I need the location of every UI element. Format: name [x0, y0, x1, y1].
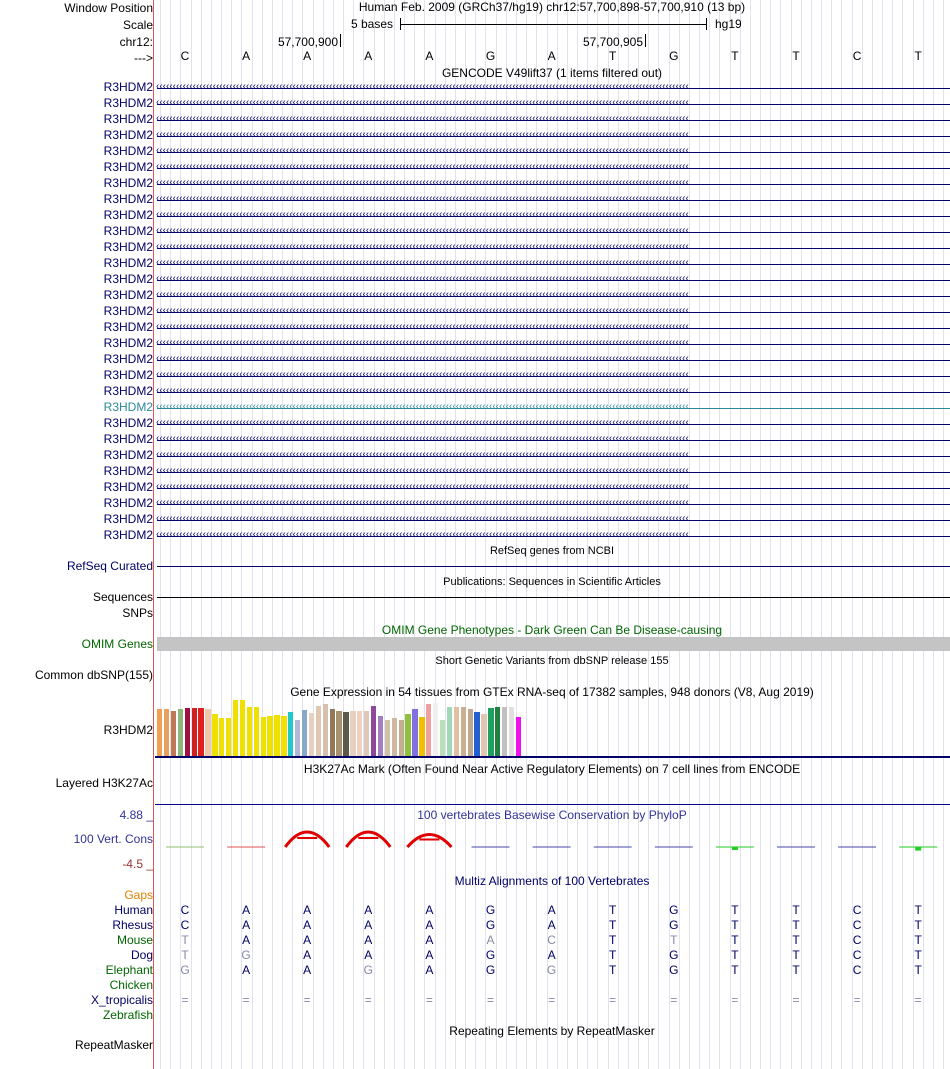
gtex-tissue-bar[interactable] — [405, 714, 410, 756]
gaps-label: Gaps — [124, 888, 153, 902]
multiz-base: A — [547, 948, 556, 962]
multiz-base: C — [852, 918, 862, 932]
h3k27ac-baseline — [155, 804, 950, 805]
gencode-strand-arrows: ‹‹‹‹‹‹‹‹‹‹‹‹‹‹‹‹‹‹‹‹‹‹‹‹‹‹‹‹‹‹‹‹‹‹‹‹‹‹‹‹‹‹‹‹‹‹‹‹‹‹‹‹‹‹‹‹‹‹‹‹‹‹‹‹‹‹‹‹‹‹‹‹‹‹‹‹‹‹‹‹‹‹‹‹‹‹‹‹‹‹‹‹‹‹‹‹‹‹‹‹‹‹‹‹‹‹‹‹‹‹‹‹‹‹‹‹‹‹‹‹‹‹‹‹‹‹‹‹‹‹‹‹‹‹‹‹‹‹‹‹‹‹‹‹‹‹‹‹‹‹‹‹‹‹‹‹‹‹‹‹ — [156, 433, 689, 444]
multiz-base: A — [303, 963, 312, 977]
gencode-transcript-label[interactable]: R3HDM2 — [103, 336, 153, 350]
multiz-base: = — [609, 993, 617, 1007]
gtex-tissue-bar[interactable] — [516, 717, 521, 756]
multiz-base: A — [425, 948, 434, 962]
base-letter: T — [914, 49, 922, 63]
gencode-transcript-label[interactable]: R3HDM2 — [103, 160, 153, 174]
gencode-transcript-label[interactable]: R3HDM2 — [103, 96, 153, 110]
multiz-base: T — [914, 903, 922, 917]
gtex-tissue-bar[interactable] — [509, 707, 514, 756]
tick-mark-1 — [340, 34, 341, 47]
multiz-base: A — [425, 903, 434, 917]
multiz-base: C — [852, 963, 862, 977]
refseq-title[interactable]: RefSeq genes from NCBI — [489, 545, 615, 557]
gtex-tissue-bar[interactable] — [323, 704, 328, 756]
multiz-base: A — [547, 903, 556, 917]
gtex-tissue-bar[interactable] — [412, 709, 417, 756]
base-letter: T — [731, 49, 739, 63]
gtex-tissue-bar[interactable] — [481, 714, 486, 756]
snps-label[interactable]: SNPs — [122, 606, 153, 620]
multiz-base: A — [364, 948, 373, 962]
base-letter: A — [425, 49, 434, 63]
gencode-transcript-label[interactable]: R3HDM2 — [103, 176, 153, 190]
multiz-species-label[interactable]: Zebrafish — [102, 1008, 153, 1022]
gtex-tissue-bar[interactable] — [274, 715, 279, 756]
refseq-line[interactable] — [157, 566, 950, 567]
gencode-strand-arrows: ‹‹‹‹‹‹‹‹‹‹‹‹‹‹‹‹‹‹‹‹‹‹‹‹‹‹‹‹‹‹‹‹‹‹‹‹‹‹‹‹‹‹‹‹‹‹‹‹‹‹‹‹‹‹‹‹‹‹‹‹‹‹‹‹‹‹‹‹‹‹‹‹‹‹‹‹‹‹‹‹‹‹‹‹‹‹‹‹‹‹‹‹‹‹‹‹‹‹‹‹‹‹‹‹‹‹‹‹‹‹‹‹‹‹‹‹‹‹‹‹‹‹‹‹‹‹‹‹‹‹‹‹‹‹‹‹‹‹‹‹‹‹‹‹‹‹‹‹‹‹‹‹‹‹‹‹‹‹‹‹ — [156, 369, 689, 380]
gencode-strand-arrows: ‹‹‹‹‹‹‹‹‹‹‹‹‹‹‹‹‹‹‹‹‹‹‹‹‹‹‹‹‹‹‹‹‹‹‹‹‹‹‹‹‹‹‹‹‹‹‹‹‹‹‹‹‹‹‹‹‹‹‹‹‹‹‹‹‹‹‹‹‹‹‹‹‹‹‹‹‹‹‹‹‹‹‹‹‹‹‹‹‹‹‹‹‹‹‹‹‹‹‹‹‹‹‹‹‹‹‹‹‹‹‹‹‹‹‹‹‹‹‹‹‹‹‹‹‹‹‹‹‹‹‹‹‹‹‹‹‹‹‹‹‹‹‹‹‹‹‹‹‹‹‹‹‹‹‹‹‹‹‹‹ — [156, 481, 689, 492]
base-letter: C — [180, 49, 190, 63]
gencode-transcript-label[interactable]: R3HDM2 — [103, 112, 153, 126]
gencode-transcript-label[interactable]: R3HDM2 — [103, 496, 153, 510]
strand-label: ---> — [134, 51, 153, 65]
scale-text: 5 bases — [351, 17, 394, 31]
gencode-strand-arrows: ‹‹‹‹‹‹‹‹‹‹‹‹‹‹‹‹‹‹‹‹‹‹‹‹‹‹‹‹‹‹‹‹‹‹‹‹‹‹‹‹‹‹‹‹‹‹‹‹‹‹‹‹‹‹‹‹‹‹‹‹‹‹‹‹‹‹‹‹‹‹‹‹‹‹‹‹‹‹‹‹‹‹‹‹‹‹‹‹‹‹‹‹‹‹‹‹‹‹‹‹‹‹‹‹‹‹‹‹‹‹‹‹‹‹‹‹‹‹‹‹‹‹‹‹‹‹‹‹‹‹‹‹‹‹‹‹‹‹‹‹‹‹‹‹‹‹‹‹‹‹‹‹‹‹‹‹‹‹‹‹ — [156, 417, 689, 428]
gtex-tissue-bar[interactable] — [316, 706, 321, 756]
gtex-tissue-bar[interactable] — [198, 708, 203, 756]
scale-bar-right — [706, 18, 707, 30]
multiz-base: = — [181, 993, 189, 1007]
gencode-transcript-label[interactable]: R3HDM2 — [103, 528, 153, 542]
gtex-tissue-bar[interactable] — [392, 718, 397, 756]
multiz-base: C — [852, 948, 862, 962]
gtex-tissue-bar[interactable] — [336, 711, 341, 756]
gencode-strand-arrows: ‹‹‹‹‹‹‹‹‹‹‹‹‹‹‹‹‹‹‹‹‹‹‹‹‹‹‹‹‹‹‹‹‹‹‹‹‹‹‹‹‹‹‹‹‹‹‹‹‹‹‹‹‹‹‹‹‹‹‹‹‹‹‹‹‹‹‹‹‹‹‹‹‹‹‹‹‹‹‹‹‹‹‹‹‹‹‹‹‹‹‹‹‹‹‹‹‹‹‹‹‹‹‹‹‹‹‹‹‹‹‹‹‹‹‹‹‹‹‹‹‹‹‹‹‹‹‹‹‹‹‹‹‹‹‹‹‹‹‹‹‹‹‹‹‹‹‹‹‹‹‹‹‹‹‹‹‹‹‹‹ — [156, 241, 689, 252]
gtex-tissue-bar[interactable] — [495, 707, 500, 756]
multiz-base: T — [609, 903, 617, 917]
gencode-strand-arrows: ‹‹‹‹‹‹‹‹‹‹‹‹‹‹‹‹‹‹‹‹‹‹‹‹‹‹‹‹‹‹‹‹‹‹‹‹‹‹‹‹‹‹‹‹‹‹‹‹‹‹‹‹‹‹‹‹‹‹‹‹‹‹‹‹‹‹‹‹‹‹‹‹‹‹‹‹‹‹‹‹‹‹‹‹‹‹‹‹‹‹‹‹‹‹‹‹‹‹‹‹‹‹‹‹‹‹‹‹‹‹‹‹‹‹‹‹‹‹‹‹‹‹‹‹‹‹‹‹‹‹‹‹‹‹‹‹‹‹‹‹‹‹‹‹‹‹‹‹‹‹‹‹‹‹‹‹‹‹‹‹ — [156, 113, 689, 124]
multiz-base: = — [486, 993, 495, 1007]
gencode-strand-arrows: ‹‹‹‹‹‹‹‹‹‹‹‹‹‹‹‹‹‹‹‹‹‹‹‹‹‹‹‹‹‹‹‹‹‹‹‹‹‹‹‹‹‹‹‹‹‹‹‹‹‹‹‹‹‹‹‹‹‹‹‹‹‹‹‹‹‹‹‹‹‹‹‹‹‹‹‹‹‹‹‹‹‹‹‹‹‹‹‹‹‹‹‹‹‹‹‹‹‹‹‹‹‹‹‹‹‹‹‹‹‹‹‹‹‹‹‹‹‹‹‹‹‹‹‹‹‹‹‹‹‹‹‹‹‹‹‹‹‹‹‹‹‹‹‹‹‹‹‹‹‹‹‹‹‹‹‹‹‹‹‹ — [156, 465, 689, 476]
multiz-base: T — [792, 948, 800, 962]
gtex-tissue-bar[interactable] — [468, 709, 473, 756]
multiz-title[interactable]: Multiz Alignments of 100 Vertebrates — [454, 874, 650, 888]
omim-title[interactable]: OMIM Gene Phenotypes - Dark Green Can Be Disease-causing — [381, 623, 723, 637]
multiz-base: T — [181, 948, 189, 962]
gencode-strand-arrows: ‹‹‹‹‹‹‹‹‹‹‹‹‹‹‹‹‹‹‹‹‹‹‹‹‹‹‹‹‹‹‹‹‹‹‹‹‹‹‹‹‹‹‹‹‹‹‹‹‹‹‹‹‹‹‹‹‹‹‹‹‹‹‹‹‹‹‹‹‹‹‹‹‹‹‹‹‹‹‹‹‹‹‹‹‹‹‹‹‹‹‹‹‹‹‹‹‹‹‹‹‹‹‹‹‹‹‹‹‹‹‹‹‹‹‹‹‹‹‹‹‹‹‹‹‹‹‹‹‹‹‹‹‹‹‹‹‹‹‹‹‹‹‹‹‹‹‹‹‹‹‹‹‹‹‹‹‹‹‹‹ — [156, 225, 689, 236]
multiz-base: T — [792, 963, 800, 977]
multiz-base: G — [669, 963, 679, 977]
gtex-tissue-bar[interactable] — [295, 720, 300, 756]
multiz-species-label[interactable]: Dog — [130, 948, 153, 962]
gencode-strand-arrows: ‹‹‹‹‹‹‹‹‹‹‹‹‹‹‹‹‹‹‹‹‹‹‹‹‹‹‹‹‹‹‹‹‹‹‹‹‹‹‹‹‹‹‹‹‹‹‹‹‹‹‹‹‹‹‹‹‹‹‹‹‹‹‹‹‹‹‹‹‹‹‹‹‹‹‹‹‹‹‹‹‹‹‹‹‹‹‹‹‹‹‹‹‹‹‹‹‹‹‹‹‹‹‹‹‹‹‹‹‹‹‹‹‹‹‹‹‹‹‹‹‹‹‹‹‹‹‹‹‹‹‹‹‹‹‹‹‹‹‹‹‹‹‹‹‹‹‹‹‹‹‹‹‹‹‹‹‹‹‹‹ — [156, 145, 689, 156]
base-letter: G — [669, 49, 679, 63]
gtex-tissue-bar[interactable] — [378, 716, 383, 756]
multiz-base: = — [303, 993, 311, 1007]
position-text: Human Feb. 2009 (GRCh37/hg19) chr12:57,700,898-57,700,910 (13 bp) — [358, 0, 746, 14]
gencode-transcript-label[interactable]: R3HDM2 — [103, 224, 153, 238]
multiz-base: = — [731, 993, 739, 1007]
multiz-base: G — [485, 948, 496, 962]
gtex-tissue-bar[interactable] — [426, 704, 431, 756]
multiz-base: A — [364, 933, 373, 947]
refseq-label[interactable]: RefSeq Curated — [66, 559, 153, 573]
base-letter: A — [242, 49, 251, 63]
multiz-base: A — [303, 948, 312, 962]
multiz-base: C — [180, 903, 190, 917]
h3k27ac-label[interactable]: Layered H3K27Ac — [55, 776, 153, 790]
multiz-base: = — [853, 993, 861, 1007]
gencode-transcript-label[interactable]: R3HDM2 — [103, 320, 153, 334]
multiz-base: A — [242, 903, 251, 917]
publications-label[interactable]: Sequences — [92, 590, 153, 604]
gencode-transcript-label[interactable]: R3HDM2 — [103, 432, 153, 446]
base-letter: A — [547, 49, 556, 63]
gencode-strand-arrows: ‹‹‹‹‹‹‹‹‹‹‹‹‹‹‹‹‹‹‹‹‹‹‹‹‹‹‹‹‹‹‹‹‹‹‹‹‹‹‹‹‹‹‹‹‹‹‹‹‹‹‹‹‹‹‹‹‹‹‹‹‹‹‹‹‹‹‹‹‹‹‹‹‹‹‹‹‹‹‹‹‹‹‹‹‹‹‹‹‹‹‹‹‹‹‹‹‹‹‹‹‹‹‹‹‹‹‹‹‹‹‹‹‹‹‹‹‹‹‹‹‹‹‹‹‹‹‹‹‹‹‹‹‹‹‹‹‹‹‹‹‹‹‹‹‹‹‹‹‹‹‹‹‹‹‹‹‹‹‹‹ — [156, 273, 689, 284]
multiz-base: T — [792, 918, 800, 932]
gtex-tissue-bar[interactable] — [205, 709, 210, 756]
gencode-transcript-label[interactable]: R3HDM2 — [103, 240, 153, 254]
gencode-transcript-label[interactable]: R3HDM2 — [103, 272, 153, 286]
phylop-title[interactable]: 100 vertebrates Basewise Conservation by PhyloP — [417, 808, 687, 822]
gtex-tissue-bar[interactable] — [385, 720, 390, 756]
gtex-tissue-bar[interactable] — [233, 700, 238, 756]
gencode-strand-arrows: ‹‹‹‹‹‹‹‹‹‹‹‹‹‹‹‹‹‹‹‹‹‹‹‹‹‹‹‹‹‹‹‹‹‹‹‹‹‹‹‹‹‹‹‹‹‹‹‹‹‹‹‹‹‹‹‹‹‹‹‹‹‹‹‹‹‹‹‹‹‹‹‹‹‹‹‹‹‹‹‹‹‹‹‹‹‹‹‹‹‹‹‹‹‹‹‹‹‹‹‹‹‹‹‹‹‹‹‹‹‹‹‹‹‹‹‹‹‹‹‹‹‹‹‹‹‹‹‹‹‹‹‹‹‹‹‹‹‹‹‹‹‹‹‹‹‹‹‹‹‹‹‹‹‹‹‹‹‹‹‹ — [156, 353, 689, 364]
gencode-strand-arrows: ‹‹‹‹‹‹‹‹‹‹‹‹‹‹‹‹‹‹‹‹‹‹‹‹‹‹‹‹‹‹‹‹‹‹‹‹‹‹‹‹‹‹‹‹‹‹‹‹‹‹‹‹‹‹‹‹‹‹‹‹‹‹‹‹‹‹‹‹‹‹‹‹‹‹‹‹‹‹‹‹‹‹‹‹‹‹‹‹‹‹‹‹‹‹‹‹‹‹‹‹‹‹‹‹‹‹‹‹‹‹‹‹‹‹‹‹‹‹‹‹‹‹‹‹‹‹‹‹‹‹‹‹‹‹‹‹‹‹‹‹‹‹‹‹‹‹‹‹‹‹‹‹‹‹‹‹‹‹‹‹ — [156, 337, 689, 348]
gtex-tissue-bar[interactable] — [371, 706, 376, 756]
gtex-tissue-bar[interactable] — [357, 711, 362, 756]
gtex-tissue-bar[interactable] — [261, 717, 266, 756]
gtex-tissue-bar[interactable] — [433, 703, 438, 756]
gtex-tissue-bar[interactable] — [461, 707, 466, 756]
label-separator — [153, 0, 154, 1069]
multiz-base: G — [485, 903, 496, 917]
gencode-strand-arrows: ‹‹‹‹‹‹‹‹‹‹‹‹‹‹‹‹‹‹‹‹‹‹‹‹‹‹‹‹‹‹‹‹‹‹‹‹‹‹‹‹‹‹‹‹‹‹‹‹‹‹‹‹‹‹‹‹‹‹‹‹‹‹‹‹‹‹‹‹‹‹‹‹‹‹‹‹‹‹‹‹‹‹‹‹‹‹‹‹‹‹‹‹‹‹‹‹‹‹‹‹‹‹‹‹‹‹‹‹‹‹‹‹‹‹‹‹‹‹‹‹‹‹‹‹‹‹‹‹‹‹‹‹‹‹‹‹‹‹‹‹‹‹‹‹‹‹‹‹‹‹‹‹‹‹‹‹‹‹‹‹ — [156, 385, 689, 396]
gencode-strand-arrows: ‹‹‹‹‹‹‹‹‹‹‹‹‹‹‹‹‹‹‹‹‹‹‹‹‹‹‹‹‹‹‹‹‹‹‹‹‹‹‹‹‹‹‹‹‹‹‹‹‹‹‹‹‹‹‹‹‹‹‹‹‹‹‹‹‹‹‹‹‹‹‹‹‹‹‹‹‹‹‹‹‹‹‹‹‹‹‹‹‹‹‹‹‹‹‹‹‹‹‹‹‹‹‹‹‹‹‹‹‹‹‹‹‹‹‹‹‹‹‹‹‹‹‹‹‹‹‹‹‹‹‹‹‹‹‹‹‹‹‹‹‹‹‹‹‹‹‹‹‹‹‹‹‹‹‹‹‹‹‹‹ — [156, 321, 689, 332]
gencode-transcript-label[interactable]: R3HDM2 — [103, 80, 153, 94]
multiz-base: T — [731, 963, 739, 977]
multiz-base: T — [731, 918, 739, 932]
multiz-base: = — [364, 993, 372, 1007]
gtex-tissue-bar[interactable] — [474, 712, 479, 756]
gtex-tissue-bar[interactable] — [343, 712, 348, 756]
gtex-tissue-bar[interactable] — [164, 709, 169, 756]
phylop-peak — [346, 832, 390, 847]
gencode-transcript-label[interactable]: R3HDM2 — [103, 416, 153, 430]
gencode-transcript-label[interactable]: R3HDM2 — [103, 464, 153, 478]
multiz-species-label[interactable]: Chicken — [109, 978, 153, 992]
gencode-strand-arrows: ‹‹‹‹‹‹‹‹‹‹‹‹‹‹‹‹‹‹‹‹‹‹‹‹‹‹‹‹‹‹‹‹‹‹‹‹‹‹‹‹‹‹‹‹‹‹‹‹‹‹‹‹‹‹‹‹‹‹‹‹‹‹‹‹‹‹‹‹‹‹‹‹‹‹‹‹‹‹‹‹‹‹‹‹‹‹‹‹‹‹‹‹‹‹‹‹‹‹‹‹‹‹‹‹‹‹‹‹‹‹‹‹‹‹‹‹‹‹‹‹‹‹‹‹‹‹‹‹‹‹‹‹‹‹‹‹‹‹‹‹‹‹‹‹‹‹‹‹‹‹‹‹‹‹‹‹‹‹‹‹ — [156, 193, 689, 204]
gtex-tissue-bar[interactable] — [267, 716, 272, 756]
gtex-tissue-bar[interactable] — [330, 709, 335, 756]
base-letter: A — [364, 49, 373, 63]
window-position-label: Window Position — [64, 1, 153, 15]
multiz-base: = — [792, 993, 800, 1007]
gencode-transcript-label[interactable]: R3HDM2 — [103, 448, 153, 462]
base-letter: G — [485, 49, 496, 63]
gencode-transcript-label[interactable]: R3HDM2 — [103, 256, 153, 270]
gencode-transcript-label[interactable]: R3HDM2 — [103, 480, 153, 494]
multiz-base: A — [303, 918, 312, 932]
gtex-tissue-bar[interactable] — [192, 708, 197, 756]
multiz-base: A — [242, 963, 251, 977]
multiz-base: T — [609, 963, 617, 977]
multiz-base: T — [731, 933, 739, 947]
phylop-negative-bar — [732, 847, 738, 850]
gtex-tissue-bar[interactable] — [309, 713, 314, 756]
multiz-species-label[interactable]: X_tropicalis — [90, 993, 153, 1007]
base-letter: T — [792, 49, 800, 63]
multiz-base: G — [485, 918, 496, 932]
gtex-tissue-bar[interactable] — [185, 708, 190, 756]
gencode-strand-arrows: ‹‹‹‹‹‹‹‹‹‹‹‹‹‹‹‹‹‹‹‹‹‹‹‹‹‹‹‹‹‹‹‹‹‹‹‹‹‹‹‹‹‹‹‹‹‹‹‹‹‹‹‹‹‹‹‹‹‹‹‹‹‹‹‹‹‹‹‹‹‹‹‹‹‹‹‹‹‹‹‹‹‹‹‹‹‹‹‹‹‹‹‹‹‹‹‹‹‹‹‹‹‹‹‹‹‹‹‹‹‹‹‹‹‹‹‹‹‹‹‹‹‹‹‹‹‹‹‹‹‹‹‹‹‹‹‹‹‹‹‹‹‹‹‹‹‹‹‹‹‹‹‹‹‹‹‹‹‹‹‹ — [156, 305, 689, 316]
tick-mark-2 — [645, 34, 646, 47]
multiz-base: C — [852, 933, 862, 947]
multiz-base: T — [609, 933, 617, 947]
multiz-base: C — [852, 903, 862, 917]
position-tick-2: 57,700,905 — [582, 35, 643, 49]
multiz-base: T — [914, 918, 922, 932]
multiz-base: = — [548, 993, 556, 1007]
gtex-tissue-bar[interactable] — [502, 707, 507, 756]
multiz-base: A — [425, 963, 434, 977]
position-tick-1: 57,700,900 — [277, 35, 338, 49]
multiz-base: T — [914, 933, 922, 947]
gencode-strand-arrows: ‹‹‹‹‹‹‹‹‹‹‹‹‹‹‹‹‹‹‹‹‹‹‹‹‹‹‹‹‹‹‹‹‹‹‹‹‹‹‹‹‹‹‹‹‹‹‹‹‹‹‹‹‹‹‹‹‹‹‹‹‹‹‹‹‹‹‹‹‹‹‹‹‹‹‹‹‹‹‹‹‹‹‹‹‹‹‹‹‹‹‹‹‹‹‹‹‹‹‹‹‹‹‹‹‹‹‹‹‹‹‹‹‹‹‹‹‹‹‹‹‹‹‹‹‹‹‹‹‹‹‹‹‹‹‹‹‹‹‹‹‹‹‹‹‹‹‹‹‹‹‹‹‹‹‹‹‹‹‹‹ — [156, 257, 689, 268]
h3k27ac-title[interactable]: H3K27Ac Mark (Often Found Near Active Regulatory Elements) on 7 cell lines from ENCODE — [303, 762, 801, 776]
multiz-base: A — [547, 918, 556, 932]
multiz-species-label[interactable]: Mouse — [116, 933, 153, 947]
phylop-negative-bar — [915, 847, 921, 851]
gtex-tissue-bar[interactable] — [364, 711, 369, 756]
gtex-tissue-bar[interactable] — [454, 707, 459, 756]
gencode-strand-arrows: ‹‹‹‹‹‹‹‹‹‹‹‹‹‹‹‹‹‹‹‹‹‹‹‹‹‹‹‹‹‹‹‹‹‹‹‹‹‹‹‹‹‹‹‹‹‹‹‹‹‹‹‹‹‹‹‹‹‹‹‹‹‹‹‹‹‹‹‹‹‹‹‹‹‹‹‹‹‹‹‹‹‹‹‹‹‹‹‹‹‹‹‹‹‹‹‹‹‹‹‹‹‹‹‹‹‹‹‹‹‹‹‹‹‹‹‹‹‹‹‹‹‹‹‹‹‹‹‹‹‹‹‹‹‹‹‹‹‹‹‹‹‹‹‹‹‹‹‹‹‹‹‹‹‹‹‹‹‹‹‹ — [156, 129, 689, 140]
multiz-base: C — [547, 933, 556, 947]
gencode-strand-arrows: ‹‹‹‹‹‹‹‹‹‹‹‹‹‹‹‹‹‹‹‹‹‹‹‹‹‹‹‹‹‹‹‹‹‹‹‹‹‹‹‹‹‹‹‹‹‹‹‹‹‹‹‹‹‹‹‹‹‹‹‹‹‹‹‹‹‹‹‹‹‹‹‹‹‹‹‹‹‹‹‹‹‹‹‹‹‹‹‹‹‹‹‹‹‹‹‹‹‹‹‹‹‹‹‹‹‹‹‹‹‹‹‹‹‹‹‹‹‹‹‹‹‹‹‹‹‹‹‹‹‹‹‹‹‹‹‹‹‹‹‹‹‹‹‹‹‹‹‹‹‹‹‹‹‹‹‹‹‹‹‹ — [156, 529, 689, 540]
assembly-label: hg19 — [715, 17, 742, 31]
multiz-base: = — [425, 993, 433, 1007]
gtex-tissue-bar[interactable] — [178, 709, 183, 756]
multiz-base: T — [792, 903, 800, 917]
multiz-base: T — [731, 948, 739, 962]
dbsnp-label[interactable]: Common dbSNP(155) — [34, 668, 153, 682]
gencode-strand-arrows: ‹‹‹‹‹‹‹‹‹‹‹‹‹‹‹‹‹‹‹‹‹‹‹‹‹‹‹‹‹‹‹‹‹‹‹‹‹‹‹‹‹‹‹‹‹‹‹‹‹‹‹‹‹‹‹‹‹‹‹‹‹‹‹‹‹‹‹‹‹‹‹‹‹‹‹‹‹‹‹‹‹‹‹‹‹‹‹‹‹‹‹‹‹‹‹‹‹‹‹‹‹‹‹‹‹‹‹‹‹‹‹‹‹‹‹‹‹‹‹‹‹‹‹‹‹‹‹‹‹‹‹‹‹‹‹‹‹‹‹‹‹‹‹‹‹‹‹‹‹‹‹‹‹‹‹‹‹‹‹‹ — [156, 81, 689, 92]
gencode-transcript-label[interactable]: R3HDM2 — [103, 288, 153, 302]
chrom-label: chr12: — [119, 35, 153, 49]
multiz-base: T — [914, 948, 922, 962]
multiz-base: = — [242, 993, 250, 1007]
gtex-tissue-bar[interactable] — [171, 711, 176, 756]
gencode-transcript-label[interactable]: R3HDM2 — [103, 512, 153, 526]
omim-bar[interactable] — [157, 637, 950, 651]
gencode-strand-arrows: ‹‹‹‹‹‹‹‹‹‹‹‹‹‹‹‹‹‹‹‹‹‹‹‹‹‹‹‹‹‹‹‹‹‹‹‹‹‹‹‹‹‹‹‹‹‹‹‹‹‹‹‹‹‹‹‹‹‹‹‹‹‹‹‹‹‹‹‹‹‹‹‹‹‹‹‹‹‹‹‹‹‹‹‹‹‹‹‹‹‹‹‹‹‹‹‹‹‹‹‹‹‹‹‹‹‹‹‹‹‹‹‹‹‹‹‹‹‹‹‹‹‹‹‹‹‹‹‹‹‹‹‹‹‹‹‹‹‹‹‹‹‹‹‹‹‹‹‹‹‹‹‹‹‹‹‹‹‹‹‹ — [156, 161, 689, 172]
gencode-transcript-label[interactable]: R3HDM2 — [103, 144, 153, 158]
multiz-base: C — [180, 918, 190, 932]
multiz-base: A — [242, 933, 251, 947]
multiz-base: G — [485, 963, 496, 977]
gtex-tissue-bar[interactable] — [419, 717, 424, 756]
gencode-transcript-label[interactable]: R3HDM2 — [103, 384, 153, 398]
publications-title[interactable]: Publications: Sequences in Scientific Articles — [443, 576, 661, 588]
multiz-base: A — [486, 933, 495, 947]
gencode-strand-arrows: ‹‹‹‹‹‹‹‹‹‹‹‹‹‹‹‹‹‹‹‹‹‹‹‹‹‹‹‹‹‹‹‹‹‹‹‹‹‹‹‹‹‹‹‹‹‹‹‹‹‹‹‹‹‹‹‹‹‹‹‹‹‹‹‹‹‹‹‹‹‹‹‹‹‹‹‹‹‹‹‹‹‹‹‹‹‹‹‹‹‹‹‹‹‹‹‹‹‹‹‹‹‹‹‹‹‹‹‹‹‹‹‹‹‹‹‹‹‹‹‹‹‹‹‹‹‹‹‹‹‹‹‹‹‹‹‹‹‹‹‹‹‹‹‹‹‹‹‹‹‹‹‹‹‹‹‹‹‹‹‹ — [156, 289, 689, 300]
gtex-tissue-bar[interactable] — [212, 714, 217, 756]
phylop-peak — [285, 832, 329, 847]
gtex-tissue-bar[interactable] — [488, 708, 493, 756]
gtex-tissue-bar[interactable] — [226, 718, 231, 756]
multiz-base: T — [792, 933, 800, 947]
multiz-base: G — [363, 963, 373, 977]
gencode-strand-arrows: ‹‹‹‹‹‹‹‹‹‹‹‹‹‹‹‹‹‹‹‹‹‹‹‹‹‹‹‹‹‹‹‹‹‹‹‹‹‹‹‹‹‹‹‹‹‹‹‹‹‹‹‹‹‹‹‹‹‹‹‹‹‹‹‹‹‹‹‹‹‹‹‹‹‹‹‹‹‹‹‹‹‹‹‹‹‹‹‹‹‹‹‹‹‹‹‹‹‹‹‹‹‹‹‹‹‹‹‹‹‹‹‹‹‹‹‹‹‹‹‹‹‹‹‹‹‹‹‹‹‹‹‹‹‹‹‹‹‹‹‹‹‹‹‹‹‹‹‹‹‹‹‹‹‹‹‹‹‹‹‹ — [156, 209, 689, 220]
repeatmasker-label[interactable]: RepeatMasker — [74, 1038, 153, 1052]
multiz-base: = — [914, 993, 922, 1007]
gencode-transcript-label[interactable]: R3HDM2 — [103, 192, 153, 206]
gencode-transcript-label[interactable]: R3HDM2 — [103, 208, 153, 222]
multiz-base: A — [303, 933, 312, 947]
gtex-tissue-bar[interactable] — [440, 720, 445, 756]
multiz-base: T — [181, 933, 189, 947]
multiz-base: T — [609, 918, 617, 932]
multiz-base: T — [609, 948, 617, 962]
gencode-strand-arrows: ‹‹‹‹‹‹‹‹‹‹‹‹‹‹‹‹‹‹‹‹‹‹‹‹‹‹‹‹‹‹‹‹‹‹‹‹‹‹‹‹‹‹‹‹‹‹‹‹‹‹‹‹‹‹‹‹‹‹‹‹‹‹‹‹‹‹‹‹‹‹‹‹‹‹‹‹‹‹‹‹‹‹‹‹‹‹‹‹‹‹‹‹‹‹‹‹‹‹‹‹‹‹‹‹‹‹‹‹‹‹‹‹‹‹‹‹‹‹‹‹‹‹‹‹‹‹‹‹‹‹‹‹‹‹‹‹‹‹‹‹‹‹‹‹‹‹‹‹‹‹‹‹‹‹‹‹‹‹‹‹ — [156, 177, 689, 188]
multiz-base: A — [364, 903, 373, 917]
multiz-base: A — [303, 903, 312, 917]
multiz-species-label[interactable]: Human — [114, 903, 153, 917]
scale-bar — [400, 24, 706, 25]
multiz-base: T — [731, 903, 739, 917]
gtex-label[interactable]: R3HDM2 — [103, 723, 153, 737]
gencode-transcript-label[interactable]: R3HDM2 — [103, 400, 153, 414]
phylop-graph[interactable] — [0, 825, 950, 855]
base-letter: A — [303, 49, 312, 63]
gencode-title[interactable]: GENCODE V49lift37 (1 items filtered out) — [441, 66, 663, 80]
gtex-tissue-bar[interactable] — [281, 716, 286, 756]
gtex-tissue-bar[interactable] — [247, 707, 252, 756]
gtex-tissue-bar[interactable] — [399, 720, 404, 756]
multiz-base: = — [670, 993, 678, 1007]
gtex-tissue-bar[interactable] — [240, 700, 245, 756]
gtex-tissue-bar[interactable] — [447, 707, 452, 756]
gencode-strand-arrows: ‹‹‹‹‹‹‹‹‹‹‹‹‹‹‹‹‹‹‹‹‹‹‹‹‹‹‹‹‹‹‹‹‹‹‹‹‹‹‹‹‹‹‹‹‹‹‹‹‹‹‹‹‹‹‹‹‹‹‹‹‹‹‹‹‹‹‹‹‹‹‹‹‹‹‹‹‹‹‹‹‹‹‹‹‹‹‹‹‹‹‹‹‹‹‹‹‹‹‹‹‹‹‹‹‹‹‹‹‹‹‹‹‹‹‹‹‹‹‹‹‹‹‹‹‹‹‹‹‹‹‹‹‹‹‹‹‹‹‹‹‹‹‹‹‹‹‹‹‹‹‹‹‹‹‹‹‹‹‹‹ — [156, 97, 689, 108]
gencode-transcript-label[interactable]: R3HDM2 — [103, 352, 153, 366]
scale-label: Scale — [122, 18, 153, 32]
multiz-species-label[interactable]: Rhesus — [112, 918, 153, 932]
phylop-label[interactable]: 100 Vert. Cons — [73, 832, 153, 846]
gtex-tissue-bar[interactable] — [254, 707, 259, 756]
base-letter: T — [609, 49, 617, 63]
phylop-max-label: 4.88 _ — [119, 808, 153, 822]
gtex-tissue-bar[interactable] — [219, 718, 224, 756]
multiz-base: A — [364, 918, 373, 932]
omim-label[interactable]: OMIM Genes — [81, 637, 153, 651]
multiz-base: G — [669, 948, 679, 962]
multiz-base: G — [180, 963, 190, 977]
multiz-base: G — [669, 903, 679, 917]
gtex-baseline — [155, 756, 950, 758]
multiz-base: T — [914, 963, 922, 977]
gencode-strand-arrows: ‹‹‹‹‹‹‹‹‹‹‹‹‹‹‹‹‹‹‹‹‹‹‹‹‹‹‹‹‹‹‹‹‹‹‹‹‹‹‹‹‹‹‹‹‹‹‹‹‹‹‹‹‹‹‹‹‹‹‹‹‹‹‹‹‹‹‹‹‹‹‹‹‹‹‹‹‹‹‹‹‹‹‹‹‹‹‹‹‹‹‹‹‹‹‹‹‹‹‹‹‹‹‹‹‹‹‹‹‹‹‹‹‹‹‹‹‹‹‹‹‹‹‹‹‹‹‹‹‹‹‹‹‹‹‹‹‹‹‹‹‹‹‹‹‹‹‹‹‹‹‹‹‹‹‹‹‹‹‹‹ — [156, 401, 689, 412]
multiz-base: A — [425, 933, 434, 947]
phylop-peak — [407, 835, 451, 848]
repeatmasker-title[interactable]: Repeating Elements by RepeatMasker — [449, 1024, 655, 1038]
gencode-transcript-label[interactable]: R3HDM2 — [103, 128, 153, 142]
gtex-title[interactable]: Gene Expression in 54 tissues from GTEx RNA-seq of 17382 samples, 948 donors (V8, Aug 2019) — [290, 685, 814, 699]
gencode-strand-arrows: ‹‹‹‹‹‹‹‹‹‹‹‹‹‹‹‹‹‹‹‹‹‹‹‹‹‹‹‹‹‹‹‹‹‹‹‹‹‹‹‹‹‹‹‹‹‹‹‹‹‹‹‹‹‹‹‹‹‹‹‹‹‹‹‹‹‹‹‹‹‹‹‹‹‹‹‹‹‹‹‹‹‹‹‹‹‹‹‹‹‹‹‹‹‹‹‹‹‹‹‹‹‹‹‹‹‹‹‹‹‹‹‹‹‹‹‹‹‹‹‹‹‹‹‹‹‹‹‹‹‹‹‹‹‹‹‹‹‹‹‹‹‹‹‹‹‹‹‹‹‹‹‹‹‹‹‹‹‹‹‹ — [156, 449, 689, 460]
multiz-species-label[interactable]: Elephant — [105, 963, 153, 977]
multiz-base: G — [546, 963, 557, 977]
gtex-tissue-bar[interactable] — [288, 712, 293, 756]
base-letter: C — [852, 49, 862, 63]
gencode-transcript-label[interactable]: R3HDM2 — [103, 304, 153, 318]
multiz-base: G — [241, 948, 251, 962]
publications-line[interactable] — [157, 597, 950, 598]
multiz-base: T — [670, 933, 678, 947]
gtex-tissue-bar[interactable] — [302, 710, 307, 756]
gencode-strand-arrows: ‹‹‹‹‹‹‹‹‹‹‹‹‹‹‹‹‹‹‹‹‹‹‹‹‹‹‹‹‹‹‹‹‹‹‹‹‹‹‹‹‹‹‹‹‹‹‹‹‹‹‹‹‹‹‹‹‹‹‹‹‹‹‹‹‹‹‹‹‹‹‹‹‹‹‹‹‹‹‹‹‹‹‹‹‹‹‹‹‹‹‹‹‹‹‹‹‹‹‹‹‹‹‹‹‹‹‹‹‹‹‹‹‹‹‹‹‹‹‹‹‹‹‹‹‹‹‹‹‹‹‹‹‹‹‹‹‹‹‹‹‹‹‹‹‹‹‹‹‹‹‹‹‹‹‹‹‹‹‹‹ — [156, 513, 689, 524]
gencode-transcript-label[interactable]: R3HDM2 — [103, 368, 153, 382]
multiz-base: G — [669, 918, 679, 932]
multiz-base: A — [425, 918, 434, 932]
gtex-tissue-bar[interactable] — [350, 711, 355, 756]
multiz-base: A — [242, 918, 251, 932]
gencode-strand-arrows: ‹‹‹‹‹‹‹‹‹‹‹‹‹‹‹‹‹‹‹‹‹‹‹‹‹‹‹‹‹‹‹‹‹‹‹‹‹‹‹‹‹‹‹‹‹‹‹‹‹‹‹‹‹‹‹‹‹‹‹‹‹‹‹‹‹‹‹‹‹‹‹‹‹‹‹‹‹‹‹‹‹‹‹‹‹‹‹‹‹‹‹‹‹‹‹‹‹‹‹‹‹‹‹‹‹‹‹‹‹‹‹‹‹‹‹‹‹‹‹‹‹‹‹‹‹‹‹‹‹‹‹‹‹‹‹‹‹‹‹‹‹‹‹‹‹‹‹‹‹‹‹‹‹‹‹‹‹‹‹‹ — [156, 497, 689, 508]
dbsnp-title[interactable]: Short Genetic Variants from dbSNP release 155 — [435, 655, 669, 667]
gtex-tissue-bar[interactable] — [157, 709, 162, 756]
phylop-min-label: -4.5 _ — [122, 857, 153, 871]
